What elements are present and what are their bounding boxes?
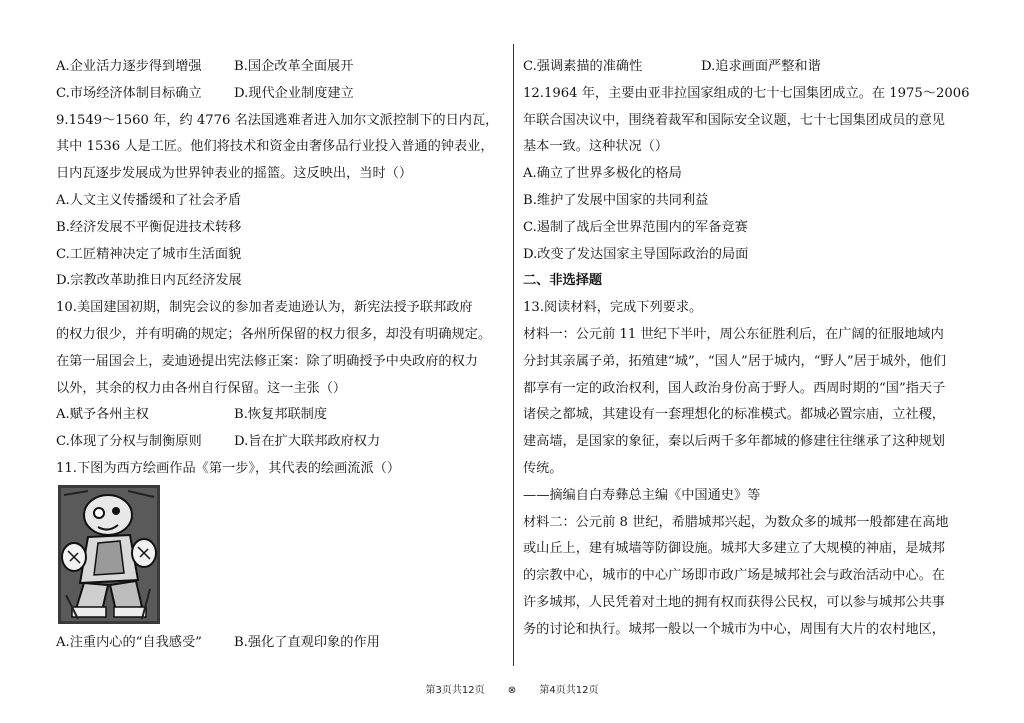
material2-line: 的宗教中心，城市的中心广场即市政广场是城邦社会与政治活动中心。在 [523,568,945,584]
q12-stem-line: 年联合国决议中，围绕着裁军和国际安全议题，七十七国集团成员的意见 [523,112,945,128]
q12-option-b: B.维护了发展中国家的共同利益 [523,192,709,208]
q12-stem-line: 基本一致。这种状况（） [523,139,669,155]
q12-option-a: A.确立了世界多极化的格局 [523,166,682,182]
material1-line: 都享有一定的政治权利，国人政治身份高于野人。西周时期的“国”指天子 [523,380,946,396]
q10-stem-line: 的权力很少，并有明确的规定；各州所保留的权力很多，却没有明确规定。 [56,326,492,342]
page-number-right: 第4页共12页 [539,685,599,696]
left-column [56,54,506,657]
q8-options-row-1 [56,54,506,81]
option-b: B.恢复邦联制度 [234,407,328,423]
q9-option-a: A.人文主义传播缓和了社会矛盾 [56,192,242,208]
right-column [523,54,973,644]
material1-line: 诸侯之都城，其建设有一套理想化的标准模式。都城必置宗庙，立社稷， [523,407,945,423]
material1-line: 传统。 [523,460,563,476]
q12-option-c: C.遏制了战后全世界范围内的军备竞赛 [523,219,748,235]
material1-source: ——摘编自白寿彝总主编《中国通史》等 [523,487,761,503]
option-d: D.追求画面严整和谐 [701,59,821,74]
q10-stem-line: 以外，其余的权力由各州自行保留。这一主张（） [56,380,347,396]
column-divider [513,44,514,666]
material2-line: 或山丘上，建有城墙等防御设施。城邦大多建立了大规模的神庙，是城邦 [523,541,945,557]
q9-stem-line: 9.1549～1560 年，约 4776 名法国逃难者进入加尔文派控制下的日内瓦， [56,112,499,128]
q11-stem: 11.下图为西方绘画作品《第一步》，其代表的绘画流派（） [56,460,401,476]
option-b: B.国企改革全面展开 [234,59,354,74]
option-c: C.市场经济体制目标确立 [56,85,202,101]
material1-line: 分封其亲属子弟，拓殖建“城”，“国人”居于城内，“野人”居于城外，他们 [523,353,946,369]
section-title: 二、非选择题 [523,273,603,289]
painting-first-step-image [58,485,160,624]
material2-line: 许多城邦，人民凭着对土地的拥有权而获得公民权，可以参与城邦公共事 [523,594,945,610]
option-c: C.体现了分权与制衡原则 [56,434,202,450]
q12-stem-line: 12.1964 年，主要由亚非拉国家组成的七十七国集团成立。在 1975～2006 [523,85,970,101]
q11-options-row-1 [56,630,506,657]
q10-options-row-2 [56,429,506,456]
option-a: A.赋予各州主权 [56,407,149,423]
q13-intro: 13.阅读材料，完成下列要求。 [523,300,703,316]
material1-line: 建高墙，是国家的象征，秦以后两千多年都城的修建往往继承了这种规划 [523,434,945,450]
q11-options-row-2 [523,54,973,81]
binding-mark-icon: ⊗ [507,685,517,696]
material2-line: 务的讨论和执行。城邦一般以一个城市为中心，周围有大片的农村地区， [523,621,945,637]
option-d: D.旨在扩大联邦政府权力 [234,434,381,450]
q9-stem-line: 其中 1536 人是工匠。他们将技术和资金由奢侈品行业投入普通的钟表业， [56,139,494,155]
option-b: B.强化了直观印象的作用 [234,634,380,650]
option-a: A.注重内心的“自我感受” [56,634,202,650]
page-number-left: 第3页共12页 [425,685,485,696]
q12-option-d: D.改变了发达国家主导国际政治的局面 [523,246,749,262]
material1-line: 材料一：公元前 11 世纪下半叶，周公东征胜利后，在广阔的征服地域内 [523,326,944,342]
q10-stem-line: 10.美国建国初期，制宪会议的参加者麦迪逊认为，新宪法授予联邦政府 [56,300,473,316]
page-footer [0,681,1024,696]
q9-stem-line: 日内瓦逐步发展成为世界钟表业的摇篮。这反映出，当时（） [56,166,413,182]
option-d: D.现代企业制度建立 [234,85,354,101]
q8-options-row-2 [56,81,506,108]
option-a: A.企业活力逐步得到增强 [56,59,202,74]
q9-option-d: D.宗教改革助推日内瓦经济发展 [56,273,242,289]
q10-options-row-1 [56,402,506,429]
material2-line: 材料二：公元前 8 世纪，希腊城邦兴起，为数众多的城邦一般都建在高地 [523,514,949,530]
q9-option-b: B.经济发展不平衡促进技术转移 [56,219,242,235]
option-c: C.强调素描的准确性 [523,59,643,74]
q10-stem-line: 在第一届国会上，麦迪逊提出宪法修正案：除了明确授予中央政府的权力 [56,353,478,369]
q9-option-c: C.工匠精神决定了城市生活面貌 [56,246,242,262]
